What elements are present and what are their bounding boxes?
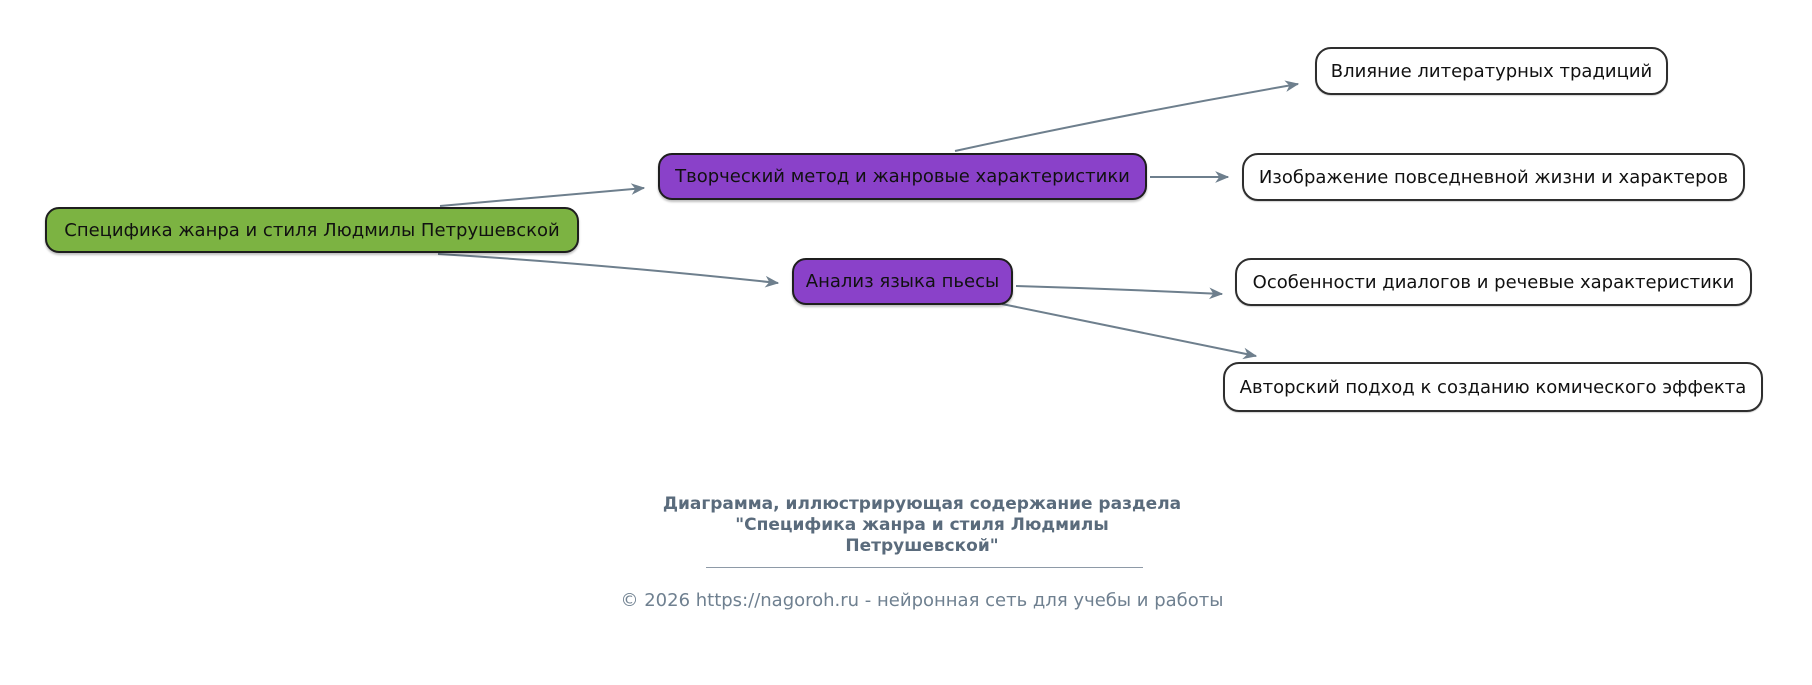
caption-divider-line: [706, 567, 1143, 568]
edge-branch2-to-leaf4: [1002, 304, 1256, 356]
leaf-node-dialog-features: Особенности диалогов и речевые характеристики: [1235, 258, 1752, 306]
edge-root-to-branch1: [440, 188, 644, 206]
branch-node-creative-method: Творческий метод и жанровые характеристики: [658, 153, 1147, 200]
diagram-caption: [622, 494, 1222, 557]
caption-line-3: Петрушевской": [845, 536, 999, 556]
edge-branch2-to-leaf3: [1016, 286, 1222, 294]
caption-line-2: "Специфика жанра и стиля Людмилы: [735, 515, 1109, 535]
leaf-node-everyday-life: Изображение повседневной жизни и характеров: [1242, 153, 1745, 201]
edge-branch1-to-leaf1: [955, 84, 1298, 151]
root-node-genre-style: Специфика жанра и стиля Людмилы Петрушевской: [45, 207, 579, 253]
branch-node-language-analysis: Анализ языка пьесы: [792, 258, 1013, 305]
leaf-node-literary-traditions: Влияние литературных традиций: [1315, 47, 1668, 95]
caption-line-1: Диаграмма, иллюстрирующая содержание раздела: [662, 494, 1182, 514]
leaf-node-comic-effect: Авторский подход к созданию комического эффекта: [1223, 362, 1763, 412]
copyright-text: © 2026 https://nagoroh.ru - нейронная сеть для учебы и работы: [620, 590, 1224, 611]
edge-root-to-branch2: [438, 254, 778, 283]
